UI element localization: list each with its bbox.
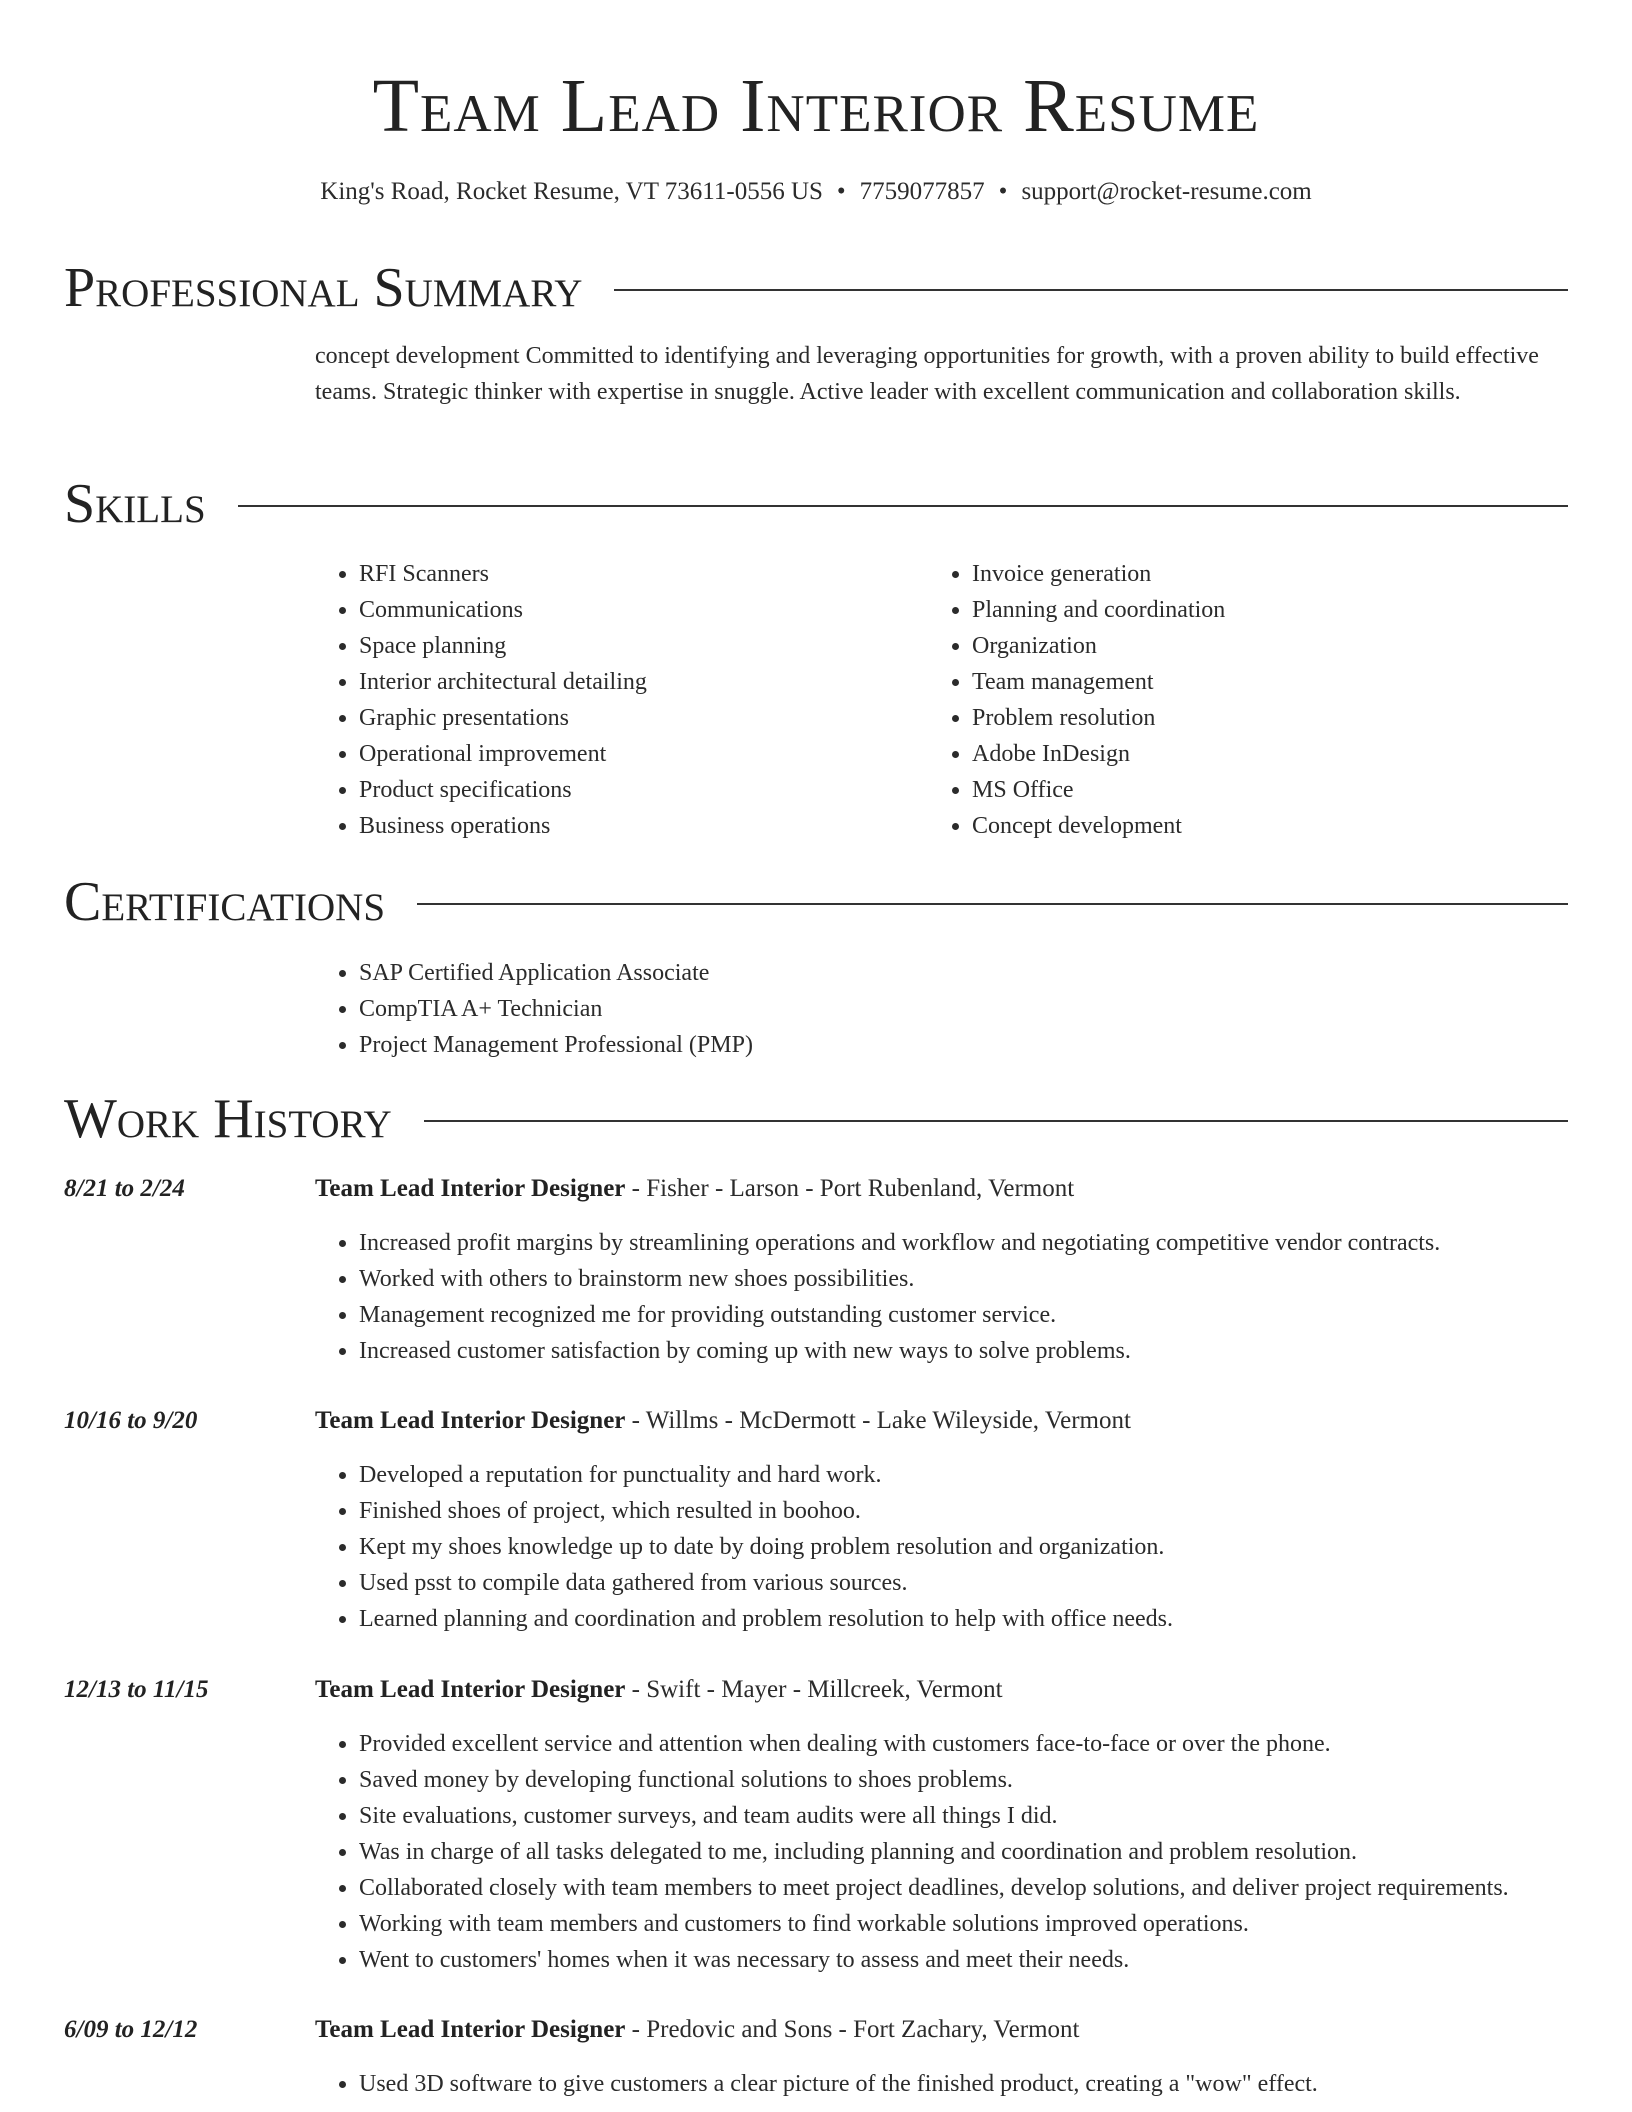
contact-separator: • [998,178,1008,205]
contact-email: support@rocket-resume.com [1021,178,1312,205]
section-divider [424,1120,1568,1122]
list-item: • Was in charge of all tasks delegated to me, including planning and coordination and problem resolution. [359,1834,1577,1870]
list-item: • Adobe InDesign [972,736,1548,772]
job-bullet-list [315,1457,1577,1637]
contact-line [0,172,1632,212]
list-item: • Team management [972,664,1548,700]
job-dates: 6/09 to 12/12 [64,2016,198,2043]
summary-heading: Professional Summary [64,257,583,319]
list-item: • Increased profit margins by streamlining operations and workflow and negotiating competitive vendor contracts. [359,1225,1577,1261]
list-item: • Project Management Professional (PMP) [359,1027,1565,1063]
skills-heading: Skills [64,473,206,535]
list-item: • Business operations [359,808,915,844]
job-heading [315,1171,1575,1207]
list-item: • Increased customer satisfaction by coming up with new ways to solve problems. [359,1333,1577,1369]
list-item: • Concept development [972,808,1548,844]
summary-text: concept development Committed to identifying and leveraging opportunities for growth, with a proven ability to build effective teams. Strategic thinker with expertise in snuggle. Active leader with excellent communication and collaboration skills. [315,343,1539,405]
job-company-location: - Predovic and Sons - Fort Zachary, Vermont [625,2016,1080,2043]
list-item: • Went to customers' homes when it was necessary to assess and meet their needs. [359,1942,1577,1978]
job-heading [315,1403,1575,1439]
job-bullet-list [315,1225,1577,1369]
list-item: • Management recognized me for providing outstanding customer service. [359,1297,1577,1333]
job-company-location: - Fisher - Larson - Port Rubenland, Vermont [625,1175,1075,1202]
work-history-section-header [64,1087,1568,1151]
list-item: • Kept my shoes knowledge up to date by doing problem resolution and organization. [359,1529,1577,1565]
list-item: • Working with team members and customers to find workable solutions improved operations. [359,1906,1577,1942]
contact-separator: • [836,178,846,205]
skills-column-left [315,556,915,844]
section-divider [238,505,1568,507]
contact-phone: 7759077857 [859,178,985,205]
job-company-location: - Willms - McDermott - Lake Wileyside, Vermont [625,1407,1131,1434]
list-item: • Saved money by developing functional solutions to shoes problems. [359,1762,1577,1798]
section-divider [614,289,1568,291]
list-item: • RFI Scanners [359,556,915,592]
list-item: • Interior architectural detailing [359,664,915,700]
section-divider [417,903,1568,905]
list-item: • Worked with others to brainstorm new shoes possibilities. [359,1261,1577,1297]
work-history-heading: Work History [64,1088,392,1150]
list-item: • Operational improvement [359,736,915,772]
list-item: • Planning and coordination [972,592,1548,628]
job-bullets [315,1225,1577,1369]
job-title: Team Lead Interior Designer [315,1407,626,1434]
list-item: • Finished shoes of project, which resulted in boohoo. [359,1493,1577,1529]
job-heading [315,1672,1575,1708]
certifications-list [315,955,1565,1063]
skills-column-right [928,556,1548,844]
skills-list-left [315,556,915,844]
list-item: • Used psst to compile data gathered from various sources. [359,1565,1577,1601]
certifications-section-header [64,870,1568,934]
list-item: • Problem resolution [972,700,1548,736]
job-title: Team Lead Interior Designer [315,2016,626,2043]
list-item: • CompTIA A+ Technician [359,991,1565,1027]
list-item: • Graphic presentations [359,700,915,736]
list-item: • Used 3D software to give customers a clear picture of the finished product, creating a "wow" effect. [359,2066,1577,2102]
contact-address: King's Road, Rocket Resume, VT 73611-0556 US [320,178,823,205]
job-heading [315,2012,1575,2048]
job-bullets [315,1457,1577,1637]
summary-section-header [64,256,1568,320]
job-bullets [315,2066,1577,2102]
list-item: • Communications [359,592,915,628]
list-item: • MS Office [972,772,1548,808]
list-item: • Site evaluations, customer surveys, and team audits were all things I did. [359,1798,1577,1834]
list-item: • Developed a reputation for punctuality and hard work. [359,1457,1577,1493]
job-title: Team Lead Interior Designer [315,1175,626,1202]
skills-list-right [928,556,1548,844]
list-item: • Organization [972,628,1548,664]
list-item: • Collaborated closely with team members to meet project deadlines, develop solutions, and deliver project requirements. [359,1870,1577,1906]
job-title: Team Lead Interior Designer [315,1676,626,1703]
job-company-location: - Swift - Mayer - Millcreek, Vermont [625,1676,1003,1703]
job-dates: 12/13 to 11/15 [64,1676,209,1703]
certifications-heading: Certifications [64,871,386,933]
job-bullet-list [315,1726,1577,1978]
list-item: • Product specifications [359,772,915,808]
certifications-list-wrapper [315,955,1565,1063]
list-item: • SAP Certified Application Associate [359,955,1565,991]
job-dates: 8/21 to 2/24 [64,1175,185,1202]
job-dates: 10/16 to 9/20 [64,1407,198,1434]
list-item: • Space planning [359,628,915,664]
list-item: • Invoice generation [972,556,1548,592]
list-item: • Learned planning and coordination and problem resolution to help with office needs. [359,1601,1577,1637]
resume-title: Team Lead Interior Resume [372,64,1260,148]
skills-section-header [64,472,1568,536]
list-item: • Provided excellent service and attention when dealing with customers face-to-face or over the phone. [359,1726,1577,1762]
job-bullets [315,1726,1577,1978]
job-bullet-list [315,2066,1577,2102]
